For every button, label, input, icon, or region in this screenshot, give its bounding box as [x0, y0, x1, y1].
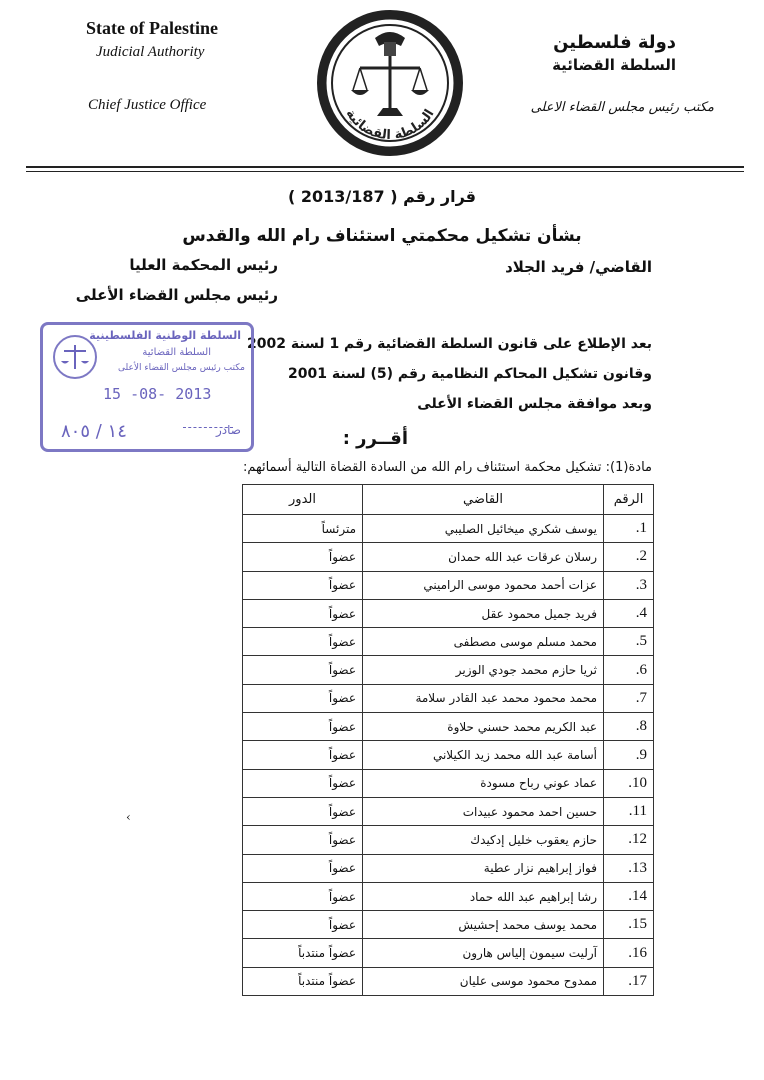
judge-role: عضواً [243, 599, 363, 627]
row-number: 11. [604, 797, 654, 825]
judge-name: محمد مسلم موسى مصطفى [363, 628, 604, 656]
judge-name: رسلان عرقات عبد الله حمدان [363, 543, 604, 571]
judge-name: حسين احمد محمود عبيدات [363, 797, 604, 825]
header-en-office: Chief Justice Office [88, 97, 207, 113]
table-row [243, 599, 654, 627]
judge-role: عضواً [243, 769, 363, 797]
judge-role: عضواً [243, 656, 363, 684]
table-row [243, 713, 654, 741]
judge-role: عضواً [243, 797, 363, 825]
table-header-row [243, 485, 654, 515]
decides-heading: أقــرر : [342, 428, 408, 449]
judge-role: عضواً [243, 854, 363, 882]
row-number: 17. [604, 967, 654, 995]
row-number: 6. [604, 656, 654, 684]
article-1: مادة(1): تشكيل محكمة استئناف رام الله من السادة القضاة التالية أسمائهم: [242, 460, 652, 475]
judge-name: حازم يعقوب خليل إدكيدك [363, 826, 604, 854]
row-number: 7. [604, 684, 654, 712]
table-row [243, 769, 654, 797]
table-row [243, 911, 654, 939]
row-number: 15. [604, 911, 654, 939]
row-number: 13. [604, 854, 654, 882]
table-row [243, 741, 654, 769]
row-number: 5. [604, 628, 654, 656]
row-number: 2. [604, 543, 654, 571]
table-row [243, 826, 654, 854]
judge-role: عضواً [243, 713, 363, 741]
header-judge: القاضي [363, 485, 604, 515]
decision-subject: بشأن تشكيل محكمتي استئناف رام الله والقدس [182, 226, 582, 246]
header-ar-authority: السلطة القضائية [552, 56, 676, 74]
outgoing-stamp [40, 322, 254, 452]
preamble-line-1: بعد الإطلاع على قانون السلطة القضائية رقم 1 لسنة 2002 [247, 336, 652, 352]
row-number: 10. [604, 769, 654, 797]
judge-role: عضواً [243, 826, 363, 854]
table-row [243, 854, 654, 882]
stamp-outgoing-label: صادر [216, 423, 241, 437]
table-row [243, 571, 654, 599]
preamble-line-2: وقانون تشكيل المحاكم النظامية رقم (5) لسنة 2001 [288, 366, 652, 382]
issuer-name: القاضي/ فريد الجلاد [505, 258, 652, 276]
header-role: الدور [243, 485, 363, 515]
row-number: 8. [604, 713, 654, 741]
issuer-title-2: رئيس مجلس القضاء الأعلى [75, 286, 278, 304]
stamp-date: 15 -08- 2013 [103, 385, 212, 403]
judge-name: عماد عوني رباح مسودة [363, 769, 604, 797]
judge-role: مترئساً [243, 515, 363, 543]
judge-name: فواز إبراهيم نزار عطية [363, 854, 604, 882]
table-row [243, 882, 654, 910]
header-ar-office: مكتب رئيس مجلس القضاء الاعلى [530, 100, 714, 115]
table-row [243, 656, 654, 684]
row-number: 16. [604, 939, 654, 967]
judge-name: ثريا حازم محمد جودي الوزير [363, 656, 604, 684]
stamp-outgoing-number: ١٤ / ٨٠٥ [61, 421, 127, 442]
judge-role: عضواً منتدباً [243, 939, 363, 967]
stamp-line-2: السلطة القضائية [142, 347, 211, 358]
judge-role: عضواً [243, 911, 363, 939]
preamble-line-3: وبعد موافقة مجلس القضاء الأعلى [417, 396, 652, 412]
judge-role: عضواً [243, 543, 363, 571]
judge-name: فريد جميل محمود عقل [363, 599, 604, 627]
table-row [243, 515, 654, 543]
header-ar-title: دولة فلسطين [553, 32, 676, 53]
table-row [243, 797, 654, 825]
judge-role: عضواً [243, 571, 363, 599]
table-row [243, 939, 654, 967]
judicial-authority-logo [315, 8, 465, 158]
table-row [243, 628, 654, 656]
row-number: 1. [604, 515, 654, 543]
judge-role: عضواً [243, 741, 363, 769]
judge-role: عضواً [243, 684, 363, 712]
judge-name: رشا إبراهيم عبد الله حماد [363, 882, 604, 910]
stamp-line-1: السلطة الوطنية الفلسطينية [89, 329, 241, 342]
header-en-authority: Judicial Authority [96, 44, 205, 60]
header-divider [26, 166, 744, 168]
judges-table [242, 484, 654, 996]
margin-mark: ‹ [126, 810, 131, 824]
header-num: الرقم [604, 485, 654, 515]
row-number: 3. [604, 571, 654, 599]
table-row [243, 543, 654, 571]
row-number: 12. [604, 826, 654, 854]
row-number: 9. [604, 741, 654, 769]
judge-name: ممدوح محمود موسى عليان [363, 967, 604, 995]
judge-role: عضواً [243, 628, 363, 656]
judge-name: محمد محمود محمد عبد القادر سلامة [363, 684, 604, 712]
svg-text:السلطة القضائية: السلطة القضائية [342, 106, 438, 143]
row-number: 4. [604, 599, 654, 627]
judge-role: عضواً منتدباً [243, 967, 363, 995]
table-row [243, 684, 654, 712]
header-en-title: State of Palestine [86, 18, 218, 38]
judge-name: محمد يوسف محمد إحشيش [363, 911, 604, 939]
judge-name: يوسف شكري ميخائيل الصليبي [363, 515, 604, 543]
stamp-line-3: مكتب رئيس مجلس القضاء الأعلى [118, 363, 245, 373]
judge-name: عبد الكريم محمد حسني حلاوة [363, 713, 604, 741]
header-divider-thin [26, 171, 744, 172]
decision-number: قرار رقم ( 2013/187 ) [287, 187, 477, 206]
judge-name: آرليت سيمون إلياس هارون [363, 939, 604, 967]
table-row [243, 967, 654, 995]
issuer-title-1: رئيس المحكمة العليا [129, 256, 278, 274]
row-number: 14. [604, 882, 654, 910]
judge-role: عضواً [243, 882, 363, 910]
judge-name: أسامة عبد الله محمد زيد الكيلاني [363, 741, 604, 769]
judge-name: عزات أحمد محمود موسى الراميني [363, 571, 604, 599]
